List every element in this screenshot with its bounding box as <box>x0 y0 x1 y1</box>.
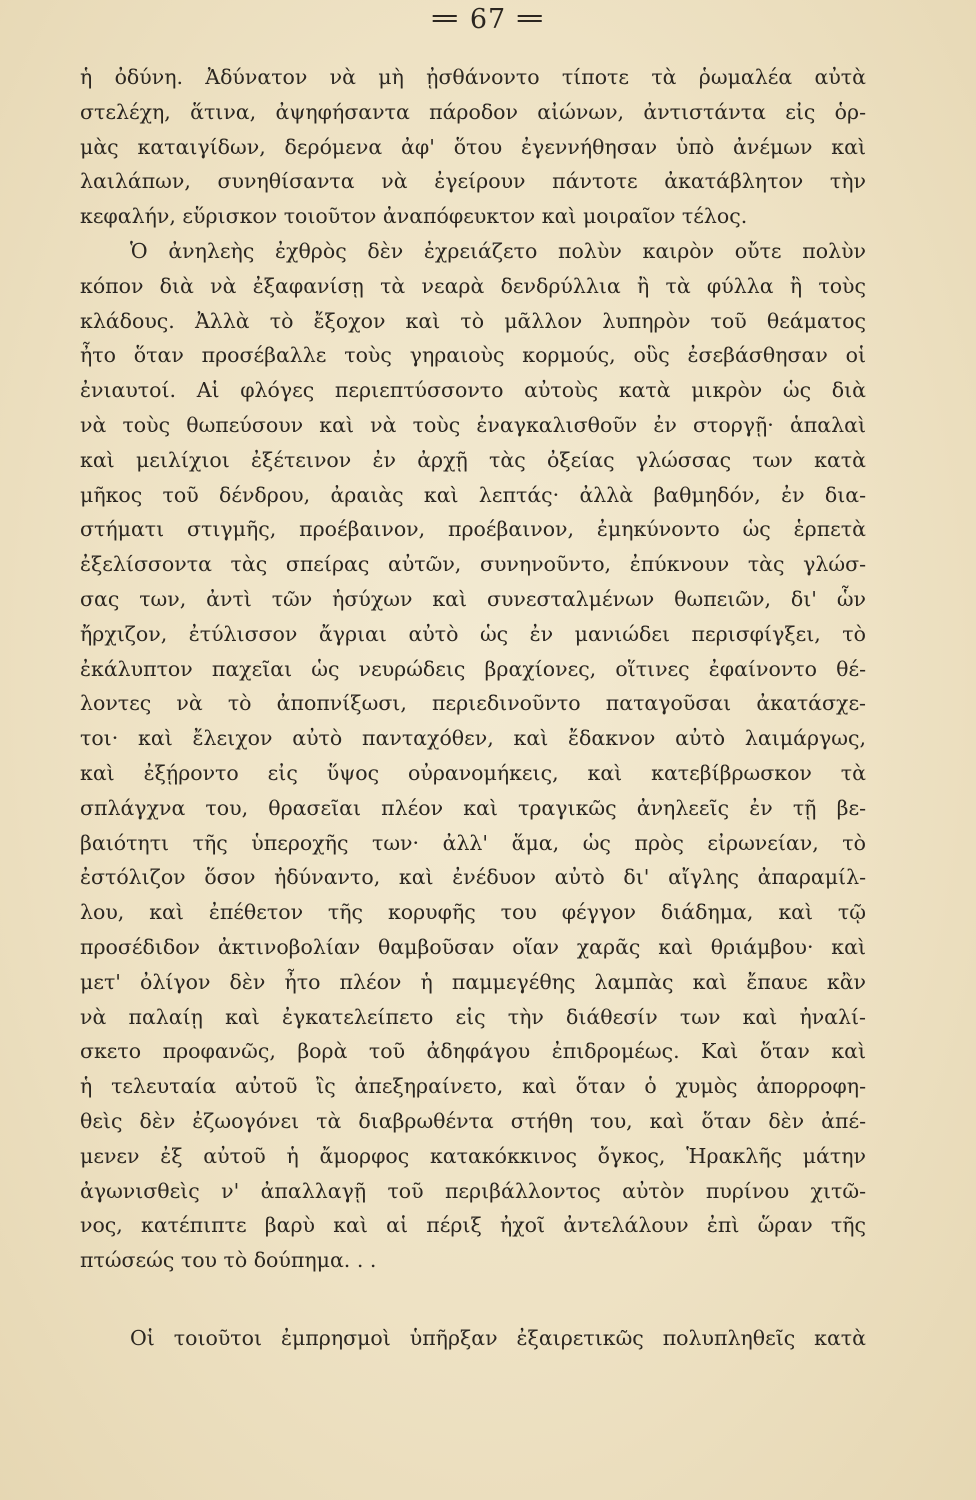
body-text <box>80 60 866 1278</box>
page-number: 67 <box>469 4 507 35</box>
text-line: ἐξελίσσοντα τὰς σπείρας αὐτῶν, συνηνοῦντο, ἐπύκνουν τὰς γλώσ- <box>80 552 866 577</box>
page-number-prefix: = <box>428 4 463 32</box>
text-line: λαιλάπων, συνηθίσαντα νὰ ἐγείρουν πάντοτε ἀκατάβλητον τὴν <box>80 169 866 194</box>
text-line: στήματι στιγμῆς, προέβαινον, προέβαινον, ἐμηκύνοντο ὡς ἑρπετὰ <box>80 517 866 542</box>
text-line: μῆκος τοῦ δένδρου, ἀραιὰς καὶ λεπτάς· ἀλλὰ βαθμηδόν, ἐν δια- <box>80 482 866 507</box>
text-line: τοι· καὶ ἔλειχον αὐτὸ πανταχόθεν, καὶ ἔδακνον αὐτὸ λαιμάργως, <box>80 726 866 751</box>
text-line: ἡ τελευταία αὐτοῦ ἲς ἀπεξηραίνετο, καὶ ὅταν ὁ χυμὸς ἀπορροφη- <box>80 1074 866 1099</box>
text-line: πτώσεώς του τὸ δούπημα. . . <box>80 1248 377 1273</box>
text-line: κλάδους. Ἀλλὰ τὸ ἔξοχον καὶ τὸ μᾶλλον λυπηρὸν τοῦ θεάματος <box>80 308 866 333</box>
text-line: κόπον διὰ νὰ ἐξαφανίσῃ τὰ νεαρὰ δενδρύλλια ἢ τὰ φύλλα ἢ τοὺς <box>80 273 866 298</box>
text-line: ἐκάλυπτον παχεῖαι ὡς νευρώδεις βραχίονες, οἵτινες ἐφαίνοντο θέ- <box>80 656 866 681</box>
text-line: νὰ τοὺς θωπεύσουν καὶ νὰ τοὺς ἐναγκαλισθοῦν ἐν στοργῇ· ἁπαλαὶ <box>80 412 866 437</box>
text-line: καὶ μειλίχιοι ἐξέτεινον ἐν ἀρχῇ τὰς ὀξείας γλώσσας των κατὰ <box>80 447 866 472</box>
text-line: σας των, ἀντὶ τῶν ἡσύχων καὶ συνεσταλμένων θωπειῶν, δι' ὧν <box>80 586 866 611</box>
text-line: στελέχη, ἅτινα, ἀψηφήσαντα πάροδον αἰώνων, ἀντιστάντα εἰς ὁρ- <box>80 99 866 124</box>
page-number-suffix: = <box>513 4 548 32</box>
paragraph-start-line: Ὁ ἀνηλεὴς ἐχθρὸς δὲν ἐχρειάζετο πολὺν καιρὸν οὔτε πολὺν <box>130 238 866 263</box>
text-line: νὰ παλαίῃ καὶ ἐγκατελείπετο εἰς τὴν διάθεσίν των καὶ ἠναλί- <box>80 1004 866 1029</box>
text-line: μενεν ἐξ αὐτοῦ ἡ ἄμορφος κατακόκκινος ὄγκος, Ἡρακλῆς μάτην <box>80 1143 866 1168</box>
text-line: ἐνιαυτοί. Αἱ φλόγες περιεπτύσσοντο αὐτοὺς κατὰ μικρὸν ὡς διὰ <box>80 378 866 403</box>
page-number-header <box>0 4 976 35</box>
closing-paragraph-line: Οἱ τοιοῦτοι ἐμπρησμοὶ ὑπῆρξαν ἐξαιρετικῶς πολυπληθεῖς κατὰ <box>130 1326 866 1350</box>
text-line: σκετο προφανῶς, βορὰ τοῦ ἀδηφάγου ἐπιδρομέως. Καὶ ὅταν καὶ <box>80 1039 866 1064</box>
text-line: μετ' ὀλίγον δὲν ἦτο πλέον ἡ παμμεγέθης λαμπὰς καὶ ἔπαυε κἂν <box>80 969 866 994</box>
text-line: ἀγωνισθεὶς ν' ἀπαλλαγῇ τοῦ περιβάλλοντος αὐτὸν πυρίνου χιτῶ- <box>80 1178 866 1203</box>
text-line: βαιότητι τῆς ὑπεροχῆς των· ἀλλ' ἅμα, ὡς πρὸς εἰρωνείαν, τὸ <box>80 830 866 855</box>
text-line: θεὶς δὲν ἐζωογόνει τὰ διαβρωθέντα στήθη του, καὶ ὅταν δὲν ἀπέ- <box>80 1108 866 1133</box>
text-line: καὶ ἐξῄροντο εἰς ὕψος οὐρανομήκεις, καὶ κατεβίβρωσκον τὰ <box>80 760 866 785</box>
text-line: προσέδιδον ἀκτινοβολίαν θαμβοῦσαν οἵαν χαρᾶς καὶ θριάμβου· καὶ <box>80 934 866 959</box>
text-line: ἡ ὀδύνη. Ἀδύνατον νὰ μὴ ᾐσθάνοντο τίποτε τὰ ῥωμαλέα αὐτὰ <box>80 65 866 89</box>
text-line: ἤρχιζον, ἐτύλισσον ἄγριαι αὐτὸ ὡς ἐν μανιώδει περισφίγξει, τὸ <box>80 621 866 646</box>
text-line: μὰς καταιγίδων, δερόμενα ἀφ' ὅτου ἐγεννήθησαν ὑπὸ ἀνέμων καὶ <box>80 134 866 159</box>
text-line: λοντες νὰ τὸ ἀποπνίξωσι, περιεδινοῦντο παταγοῦσαι ἀκατάσχε- <box>80 691 866 716</box>
text-line: νος, κατέπιπτε βαρὺ καὶ αἱ πέριξ ἠχοῖ ἀντελάλουν ἐπὶ ὥραν τῆς <box>80 1213 866 1238</box>
text-line: σπλάγχνα του, θρασεῖαι πλέον καὶ τραγικῶς ἀνηλεεῖς ἐν τῇ βε- <box>80 795 866 820</box>
text-line: ἐστόλιζον ὅσον ἠδύναντο, καὶ ἐνέδυον αὐτὸ δι' αἴγλης ἀπαραμίλ- <box>80 865 866 890</box>
text-line: ἦτο ὅταν προσέβαλλε τοὺς γηραιοὺς κορμούς, οὓς ἐσεβάσθησαν οἱ <box>80 343 866 368</box>
text-line: λου, καὶ ἐπέθετον τῆς κορυφῆς του φέγγον διάδημα, καὶ τῷ <box>80 900 866 925</box>
text-line: κεφαλήν, εὕρισκον τοιοῦτον ἀναπόφευκτον καὶ μοιραῖον τέλος. <box>80 204 748 229</box>
